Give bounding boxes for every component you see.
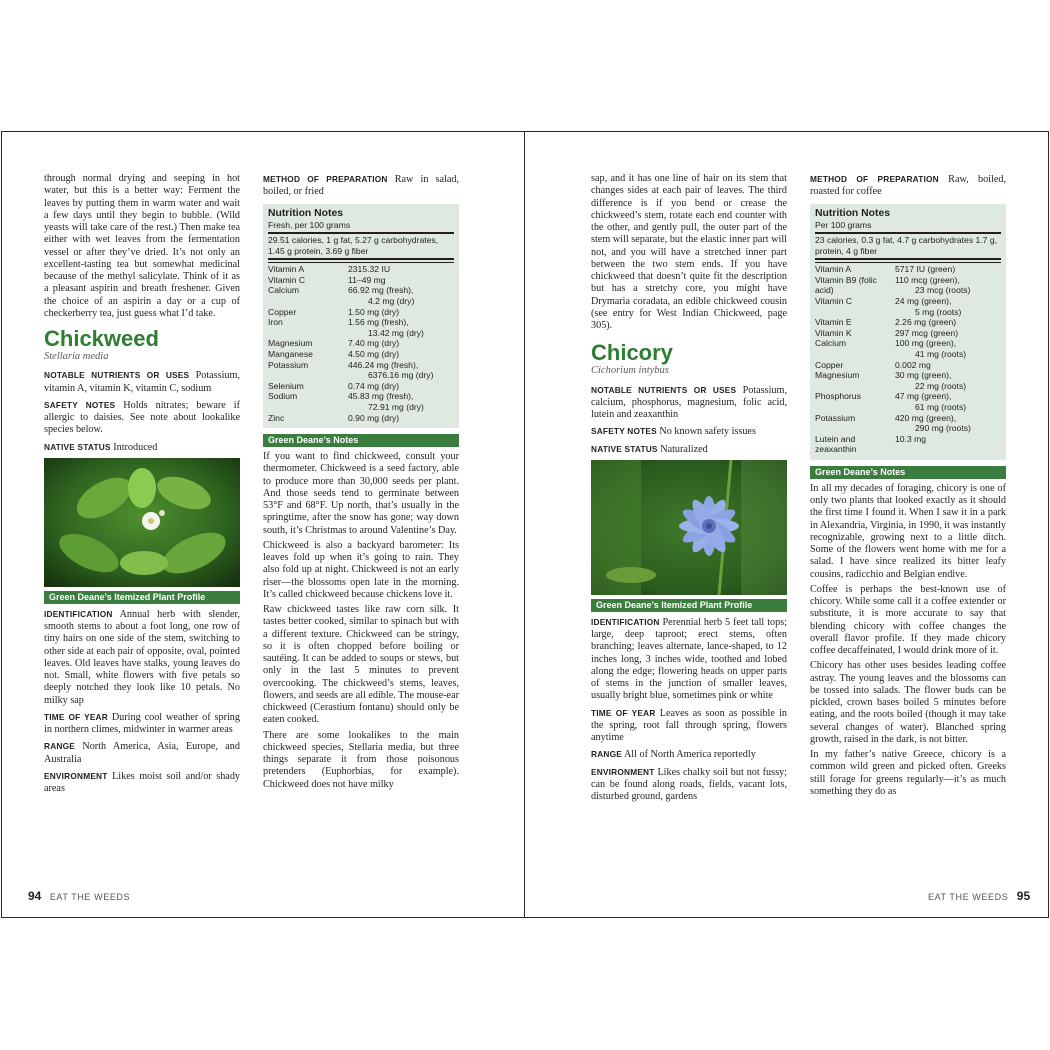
nutrient-value-line: 1.50 mg (dry) bbox=[348, 306, 400, 317]
nutrition-row bbox=[268, 307, 454, 318]
right-folio bbox=[928, 887, 1030, 905]
nutrient-value bbox=[348, 338, 454, 349]
nutrient-value bbox=[348, 264, 454, 275]
notable-value: Potassium, calcium, phosphorus, magnesium, folic acid, lutein and zeaxanthin bbox=[591, 384, 787, 420]
nutrient-value-line: 4.50 mg (dry) bbox=[348, 349, 400, 360]
notes-paragraph: Coffee is perhaps the best-known use of chicory. While some call it a coffee extender or substitute, it is more accurate to say that blending chicory with coffee changes the overall flavor profile. If they made chicory coffee decaffeinated, I would drink more of it. bbox=[810, 583, 1006, 657]
range-label: RANGE bbox=[591, 749, 622, 760]
safety-notes bbox=[44, 399, 240, 437]
nutrient-name: Selenium bbox=[268, 380, 304, 391]
time-label: TIME OF YEAR bbox=[591, 707, 656, 718]
left-folio bbox=[28, 887, 130, 905]
native-value: Introduced bbox=[113, 441, 158, 453]
nutrient-value-line: 420 mg (green), bbox=[895, 412, 957, 423]
nutrition-row bbox=[815, 391, 1001, 412]
nutrient-value-line: 446.24 mg (fresh), bbox=[348, 359, 419, 370]
nutrition-row bbox=[815, 328, 1001, 339]
nutrition-row bbox=[268, 275, 454, 286]
nutrition-row bbox=[815, 317, 1001, 328]
time-label: TIME OF YEAR bbox=[44, 711, 108, 722]
safety-label: SAFETY NOTES bbox=[44, 399, 116, 410]
nutrient-name: Magnesium bbox=[815, 370, 860, 381]
identification-value: Perennial herb 5 feet tall tops; large, deep taproot; erect stems, often branching; leaves alternate, lance-shaped, to 12 inches long, 3 inches wide, toothed and lobed along the edge; flowering heads on upper parts of stems in the junction of smaller leaves, usually bright blue, sometimes pink or white bbox=[591, 616, 788, 702]
environment-value: Likes chalky soil but not fussy; can be found along roads, fields, vacant lots, disturbed ground, gardens bbox=[591, 766, 787, 802]
nutrient-value bbox=[348, 285, 454, 306]
identification-chickweed bbox=[44, 608, 240, 707]
nutrient-value-line: 100 mg (green), bbox=[895, 338, 957, 349]
nutrition-rule bbox=[815, 262, 1001, 263]
nutrient-value-line: 0.90 mg (dry) bbox=[348, 412, 400, 423]
nutrient-value bbox=[895, 317, 1001, 328]
nutrition-rows bbox=[815, 262, 1001, 455]
nutrient-value bbox=[895, 264, 1001, 275]
page-number-right: 95 bbox=[1016, 889, 1031, 903]
running-head-left: EAT THE WEEDS bbox=[49, 892, 131, 902]
right-page-column-1 bbox=[591, 173, 787, 807]
nutrition-row bbox=[815, 360, 1001, 371]
notable-label: NOTABLE NUTRIENTS OR USES bbox=[44, 370, 190, 381]
notes-heading-chicory: Green Deane’s Notes bbox=[810, 466, 1006, 479]
nutrient-value bbox=[348, 275, 454, 286]
nutrient-value bbox=[348, 391, 454, 412]
nutrition-subtitle: Per 100 grams bbox=[815, 219, 872, 230]
notes-paragraph: In all my decades of foraging, chicory is one of only two plants that looked exactly as it should the first time I found it. When I saw it in a park in Alexandria, Virginia, in 1990, it was instantly recognizable, growing next to a little ditch. Some of the flowers went home with me for a salad. I have since realized its bitter leafy cousins, radicchio and Belgian endive. bbox=[810, 482, 1006, 580]
nutrient-name: Vitamin E bbox=[815, 317, 852, 328]
environment-value: Likes moist soil and/or shady areas bbox=[44, 770, 241, 794]
notes-paragraph: Chickweed is also a backyard barometer: Its leaves fold up when it’s going to rain. They also fold up at night. Chickweed is not an early riser—the blossoms open late in the morning. It’s called chickweed because chickens love it. bbox=[263, 539, 459, 600]
method-of-preparation-chicory bbox=[810, 173, 1006, 199]
nutrition-row bbox=[815, 434, 1001, 455]
nutrient-name: Zinc bbox=[268, 412, 285, 423]
nutrient-value bbox=[348, 307, 454, 318]
identification-label: IDENTIFICATION bbox=[591, 616, 660, 627]
notes-paragraph: If you want to find chickweed, consult your thermometer. Chickweed is a seed factory, able to produce more than 30,000 seeds per plant. And those seeds tend to germinate between 53°F and 68°F. Up north, that’s usually in the springtime, after the snow has gone; way down south, it’s Christmas to around Valentine’s Day. bbox=[263, 451, 459, 536]
range-chickweed bbox=[44, 740, 240, 766]
native-label: NATIVE STATUS bbox=[591, 443, 658, 454]
nutrient-value-line: 41 mg (roots) bbox=[915, 349, 967, 360]
nutrient-value-line: 0.74 mg (dry) bbox=[348, 380, 400, 391]
plant-title-chickweed: Chickweed bbox=[44, 326, 159, 351]
safety-value: Holds nitrates; beware if allergic to daisies. See note about lookalike species below. bbox=[44, 399, 240, 436]
safety-notes bbox=[591, 425, 787, 438]
nutrition-row bbox=[815, 370, 1001, 391]
nutrition-rule bbox=[268, 258, 454, 260]
notable-nutrients bbox=[44, 369, 240, 395]
nutrition-rule bbox=[268, 262, 454, 263]
nutrient-name: Manganese bbox=[268, 349, 313, 360]
native-status bbox=[44, 441, 240, 454]
nutrient-value bbox=[895, 360, 1001, 371]
nutrition-row bbox=[815, 264, 1001, 275]
nutrition-row bbox=[268, 349, 454, 360]
environment-label: ENVIRONMENT bbox=[591, 766, 655, 777]
nutrient-value-line: 4.2 mg (dry) bbox=[368, 296, 415, 307]
nutrient-value-line: 61 mg (roots) bbox=[915, 402, 967, 412]
profile-heading-chickweed: Green Deane’s Itemized Plant Profile bbox=[44, 591, 240, 604]
nutrient-name: Vitamin B9 (folic acid) bbox=[815, 274, 877, 296]
left-intro-paragraph: through normal drying and seeping in hot water, but this is a better way: Ferment the leaves by putting them in warm water and wait a few days until they begin to bubble. (Wild yeasts will take care of the rest.) Then make tea either with wet leaves from the fermentation vessel or after they’ve dried. It’s not only an excellent-tasting tea but somewhat medicinal because of the methyl salicylate. Think of it as a pleasant aspirin and breath freshener. Given the choice of an aspirin a day or a cup of checkerberry tea, just guess what I’d take. bbox=[44, 173, 240, 319]
nutrient-value-line: 10.3 mg bbox=[895, 433, 927, 444]
nutrient-value-line: 45.83 mg (fresh), bbox=[348, 391, 414, 402]
environment-label: ENVIRONMENT bbox=[44, 770, 108, 781]
nutrient-value-line: 47 mg (green), bbox=[895, 391, 952, 402]
method-value: Raw in salad, boiled, or fried bbox=[263, 174, 460, 198]
plant-title-chicory: Chicory bbox=[591, 340, 673, 366]
nutrition-row bbox=[268, 360, 454, 381]
nutrient-value-line: 0.002 mg bbox=[895, 359, 931, 370]
identification-value: Annual herb with slender, smooth stems to about a foot long, one row of tiny hairs on one side of the stem, switching to other side at each pair of opposite, oval, pointed leaves. Old leaves have stalks, young leaves do not. Small, white flowers with five petals so deeply notched they look like 10 petals. No milky sap bbox=[44, 608, 240, 706]
time-of-year-chicory bbox=[591, 707, 787, 745]
left-page-column-2 bbox=[263, 173, 459, 794]
nutrient-value bbox=[895, 434, 1001, 455]
nutrient-value-line: 7.40 mg (dry) bbox=[348, 338, 400, 349]
nutrient-value-line: 66.92 mg (fresh), bbox=[348, 285, 414, 296]
nutrient-value-line: 11–49 mg bbox=[348, 274, 386, 285]
nutrient-value-line: 2.26 mg (green) bbox=[895, 317, 957, 328]
nutrient-value-line: 110 mcg (green), bbox=[895, 274, 960, 285]
nutrient-value bbox=[348, 360, 454, 381]
nutrition-rows bbox=[268, 262, 454, 423]
time-value: During cool weather of spring in northern climes, midwinter in warmer areas bbox=[44, 711, 240, 735]
nutrient-value-line: 5 mg (roots) bbox=[915, 306, 962, 317]
nutrition-row bbox=[268, 338, 454, 349]
range-chicory bbox=[591, 748, 787, 761]
method-value: Raw, boiled, roasted for coffee bbox=[810, 174, 1006, 198]
nutrient-value-line: 23 mcg (roots) bbox=[915, 285, 971, 296]
nutrient-name: Copper bbox=[815, 359, 844, 370]
nutrition-box-chickweed bbox=[263, 204, 459, 429]
nutrient-value-line: 24 mg (green), bbox=[895, 296, 952, 307]
right-page-column-2 bbox=[810, 173, 1006, 801]
notable-label: NOTABLE NUTRIENTS OR USES bbox=[591, 384, 737, 395]
nutrient-value bbox=[895, 413, 1001, 434]
nutrition-row bbox=[815, 413, 1001, 434]
nutrient-name: Vitamin C bbox=[815, 296, 853, 307]
safety-value: No known safety issues bbox=[659, 426, 756, 438]
nutrient-name: Calcium bbox=[268, 285, 300, 296]
notes-paragraph: Raw chickweed tastes like raw corn silk. It tastes better cooked, similar to spinach but with a different texture. Chickweed can be stringy, so it is often chopped before boiling or sautéing. It can be added to soups or stews, but only in the last 5 minutes to prevent overcooking. The chickweed’s stems, leaves, flowers, and seeds are all edible. The mouse-ear chickweed (Cerastium fontanu) should only be eaten cooked. bbox=[263, 604, 459, 726]
notes-paragraph: In my father’s native Greece, chicory is a common wild green and picked often. Greeks still forage for greens regularly—it’s as much something they do as bbox=[810, 749, 1006, 797]
range-value: All of North America reportedly bbox=[623, 749, 756, 761]
nutrient-name: Vitamin A bbox=[815, 264, 852, 275]
notable-value: Potassium, vitamin A, vitamin K, vitamin C, sodium bbox=[44, 370, 240, 394]
nutrient-value bbox=[348, 317, 454, 338]
nutrition-row bbox=[268, 317, 454, 338]
nutrient-value-line: 290 mg (roots) bbox=[915, 423, 971, 434]
nutrient-value-line: 2315.32 IU bbox=[348, 264, 391, 275]
time-of-year-chickweed bbox=[44, 711, 240, 737]
left-page-column-1 bbox=[44, 173, 240, 799]
method-label: METHOD OF PREPARATION bbox=[810, 174, 939, 184]
nutrition-row bbox=[268, 381, 454, 392]
nutrition-summary: 23 calories, 0.3 g fat, 4.7 g carbohydrates 1.7 g, protein, 4 g fiber bbox=[815, 235, 998, 256]
nutrient-name: Copper bbox=[268, 306, 297, 317]
nutrient-name: Calcium bbox=[815, 338, 847, 349]
nutrition-rule bbox=[815, 232, 1001, 234]
latin-name-chickweed: Stellaria media bbox=[44, 351, 109, 362]
nutrient-value bbox=[348, 349, 454, 360]
nutrition-row bbox=[268, 264, 454, 275]
nutrition-box-chicory bbox=[810, 204, 1006, 460]
nutrition-title: Nutrition Notes bbox=[815, 207, 891, 219]
nutrient-value bbox=[895, 338, 1001, 359]
nutrition-summary: 29.51 calories, 1 g fat, 5.27 g carbohydrates, 1.45 g protein, 3.69 g fiber bbox=[268, 235, 439, 256]
page-number-left: 94 bbox=[28, 889, 42, 903]
nutrition-subtitle: Fresh, per 100 grams bbox=[268, 219, 351, 230]
nutrient-value bbox=[895, 391, 1001, 412]
nutrient-value bbox=[895, 296, 1001, 317]
notes-paragraph: Chicory has other uses besides leading coffee astray. The young leaves and the blossoms can be tossed into salads. The flower buds can be pickled, crown bases boiled 5 minutes before eating, and the roots boiled (though it may take several changes of water). Blanched spring growth, raised in the dark, is not bitter. bbox=[810, 660, 1006, 745]
time-value: Leaves as soon as possible in the spring, root fall through spring, flowers anytime bbox=[591, 707, 787, 743]
nutrient-value-line: 297 mcg (green) bbox=[895, 327, 959, 338]
nutrient-value-line: 22 mg (roots) bbox=[915, 380, 967, 391]
method-of-preparation-chickweed bbox=[263, 173, 459, 199]
environment-chickweed bbox=[44, 770, 240, 796]
nutrient-value bbox=[895, 328, 1001, 339]
nutrition-row bbox=[815, 275, 1001, 296]
notes-heading-chickweed: Green Deane’s Notes bbox=[263, 434, 459, 447]
nutrient-name: Lutein and zeaxanthin bbox=[815, 433, 857, 455]
latin-name-chicory: Cichorium intybus bbox=[591, 365, 669, 377]
nutrient-value bbox=[895, 370, 1001, 391]
nutrient-value-line: 1.56 mg (fresh), bbox=[348, 317, 409, 328]
nutrient-value bbox=[895, 275, 1001, 296]
safety-label: SAFETY NOTES bbox=[591, 426, 657, 437]
nutrient-value-line: 30 mg (green), bbox=[895, 370, 952, 381]
native-value: Naturalized bbox=[660, 443, 708, 455]
range-value: North America, Asia, Europe, and Australia bbox=[44, 741, 240, 765]
nutrition-row bbox=[815, 296, 1001, 317]
nutrient-name: Vitamin K bbox=[815, 327, 852, 338]
nutrition-title: Nutrition Notes bbox=[268, 207, 344, 219]
nutrition-rule bbox=[815, 258, 1001, 260]
native-label: NATIVE STATUS bbox=[44, 441, 111, 452]
method-label: METHOD OF PREPARATION bbox=[263, 174, 388, 184]
nutrient-name: Potassium bbox=[815, 412, 856, 423]
identification-chicory bbox=[591, 616, 787, 703]
nutrient-value bbox=[348, 413, 454, 424]
notes-paragraph: There are some lookalikes to the main chickweed species, Stellaria media, but three things separate it from those poisonous pretenders (Euphorbias, for example). Chickweed does not have milky bbox=[263, 729, 459, 790]
nutrient-value-line: 6376.16 mg (dry) bbox=[368, 370, 434, 381]
nutrition-row bbox=[268, 391, 454, 412]
chickweed-photo bbox=[44, 458, 240, 587]
nutrient-value bbox=[348, 381, 454, 392]
nutrient-name: Phosphorus bbox=[815, 391, 861, 402]
page-gutter bbox=[524, 131, 525, 918]
range-label: RANGE bbox=[44, 741, 75, 752]
environment-chicory bbox=[591, 766, 787, 804]
chicory-photo-image bbox=[591, 460, 787, 595]
nutrient-name: Vitamin C bbox=[268, 274, 306, 285]
right-intro-paragraph: sap, and it has one line of hair on its stem that changes sides at each pair of leaves. The third difference is if you bend or crease the chickweed’s stem, rotate each end counter with the other, and gently pull, the outer part of the stem will separate, but the elastic inner part will not, and you will have a stretched inner part between the two stem ends. If you have chickweed that doesn’t quite fit the description but has a stretchy core, you might have Drymaria coradata, an edible chickweed cousin (see entry for West Indian Chickweed, page 305). bbox=[591, 173, 787, 331]
nutrition-row bbox=[268, 413, 454, 424]
nutrition-row bbox=[268, 285, 454, 306]
chickweed-photo-image bbox=[44, 458, 240, 587]
nutrient-value-line: 5717 IU (green) bbox=[895, 264, 956, 275]
nutrient-value-line: 13.42 mg (dry) bbox=[368, 327, 424, 338]
nutrient-name: Potassium bbox=[268, 359, 309, 370]
chicory-photo bbox=[591, 460, 787, 595]
running-head-right: EAT THE WEEDS bbox=[928, 892, 1009, 902]
nutrient-name: Sodium bbox=[268, 391, 298, 402]
nutrient-name: Vitamin A bbox=[268, 264, 305, 275]
profile-heading-chicory: Green Deane’s Itemized Plant Profile bbox=[591, 599, 787, 612]
identification-label: IDENTIFICATION bbox=[44, 608, 113, 619]
nutrient-value-line: 72.91 mg (dry) bbox=[368, 402, 424, 412]
nutrient-name: Magnesium bbox=[268, 338, 313, 349]
notable-nutrients bbox=[591, 384, 787, 422]
native-status bbox=[591, 443, 787, 456]
nutrient-name: Iron bbox=[268, 317, 283, 328]
nutrition-row bbox=[815, 338, 1001, 359]
nutrition-rule bbox=[268, 232, 454, 234]
